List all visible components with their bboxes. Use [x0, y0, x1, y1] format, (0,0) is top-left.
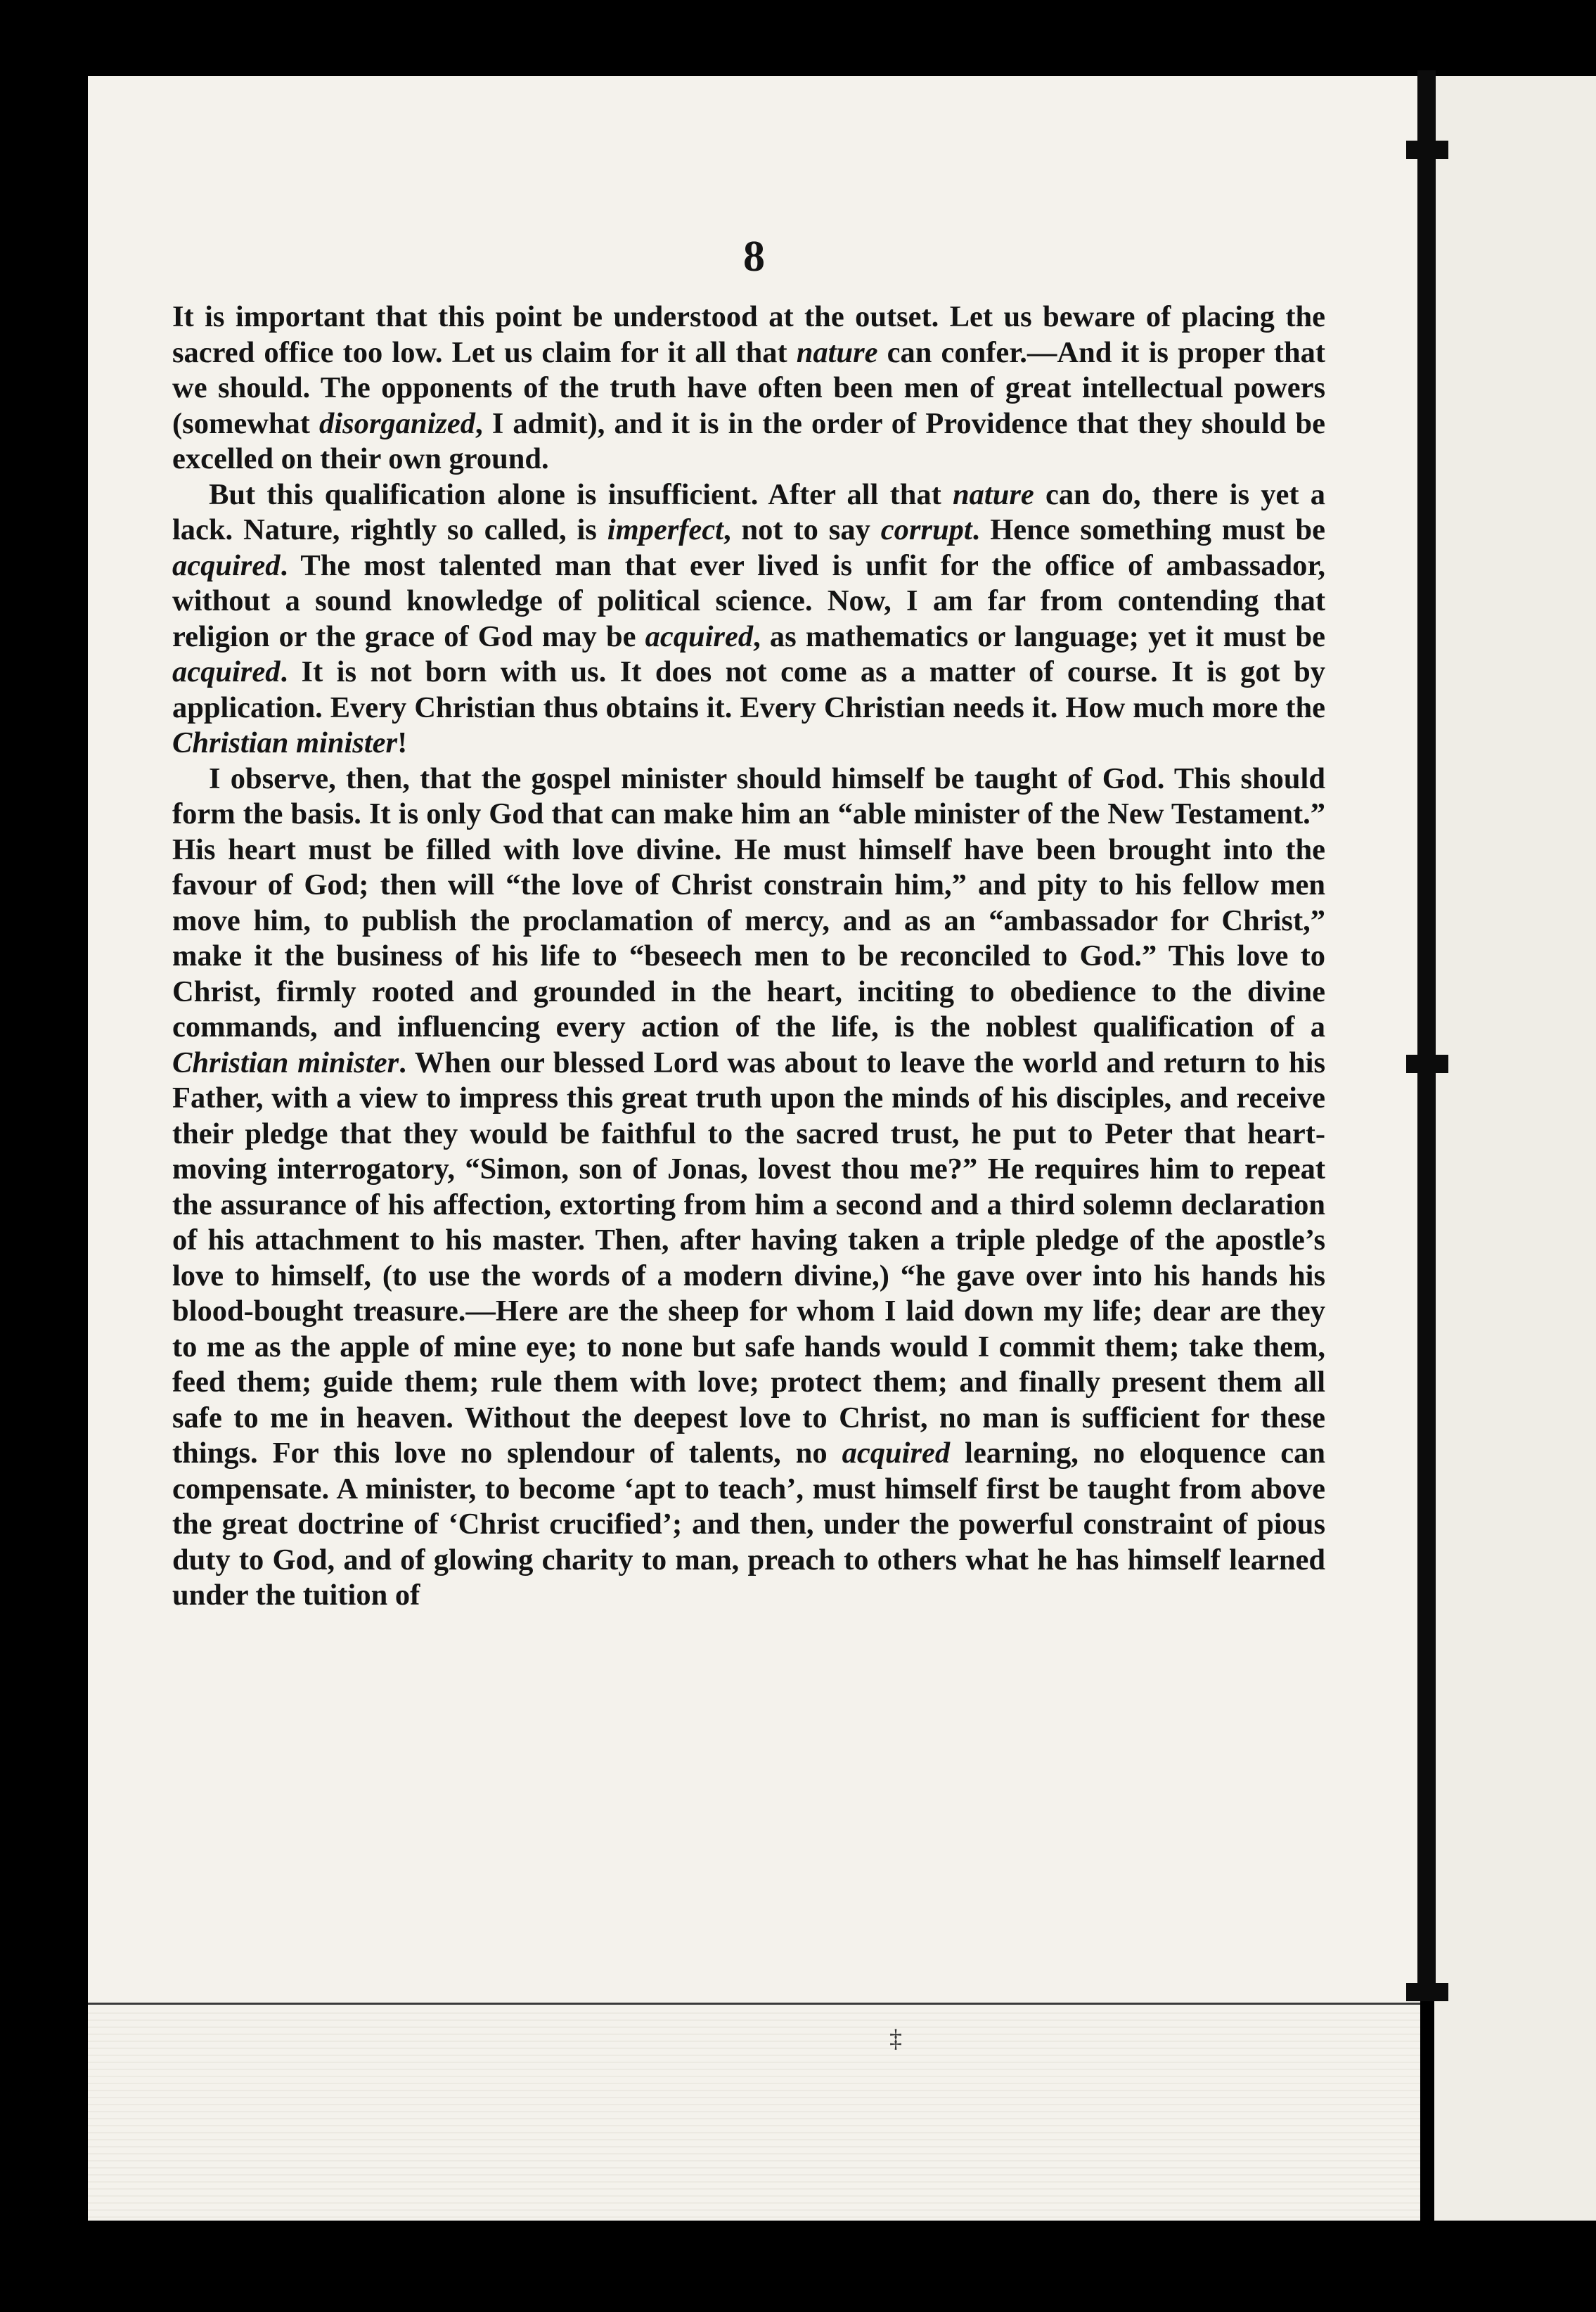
- paragraph-3: I observe, then, that the gospel minister should himself be taught of God. This should form the basis. It is only God that can make him an “able minister of the New Testament.” His heart must be filled with love divine. He must himself have been brought into the favour of God; then will “the love of Christ constrain him,” and pity to his fellow men move him, to publish the proclamation of mercy, and as an “ambassador for Christ,” make it the business of his life to “beseech men to be reconciled to God.” This love to Christ, firmly rooted and grounded in the heart, inciting to obedience to the divine commands, and influencing every action of the life, is the noblest qualification of a Christian minister. When our blessed Lord was about to leave the world and return to his Father, with a view to impress this great truth upon the minds of his disciples, and receive their pledge that they would be faithful to the sacred trust, he put to Peter that heart-moving interrogatory, “Simon, son of Jonas, lovest thou me?” He requires him to repeat the assurance of his affection, extorting from him a second and a third solemn declaration of his attachment to his master. Then, after having taken a triple pledge of the apostle’s love to himself, (to use the words of a modern divine,) “he gave over into his hands his blood-bought treasure.—Here are the sheep for whom I laid down my life; dear are they to me as the apple of mine eye; to none but safe hands would I commit them; take them, feed them; guide them; rule them with love; protect them; and finally present them all safe to me in heaven. Without the deepest love to Christ, no man is sufficient for these things. For this love no splendour of talents, no acquired learning, no eloquence can compensate. A minister, to become ‘apt to teach’, must himself first be taught from above the great doctrine of ‘Christ crucified’; and then, under the powerful constraint of pious duty to God, and of glowing charity to man, preach to others what he has himself learned under the tuition of: [172, 762, 1325, 1612]
- facing-page-edge: [1434, 76, 1596, 2221]
- paragraph-1: It is important that this point be understood at the outset. Let us beware of placing the sacred office too low. Let us claim for it all that nature can confer.—And it is proper that we should. The opponents of the truth have often been men of great intellectual powers (somewhat disorganized, I admit), and it is in the order of Providence that they should be excelled on their own ground.: [172, 300, 1325, 475]
- italic-term: acquired: [172, 548, 281, 582]
- italic-term: imperfect: [607, 513, 723, 546]
- italic-term: disorganized: [319, 406, 476, 440]
- paragraph-2: But this qualification alone is insufficient. After all that nature can do, there is yet a lack. Nature, rightly so called, is imperfect, not to say corrupt. Hence something must be acquired. The most talented man that ever lived is unfit for the office of ambassador, without a sound knowledge of political science. Now, I am far from contending that religion or the grace of God may be acquired, as mathematics or language; yet it must be acquired. It is not born with us. It does not come as a matter of course. It is got by application. Every Christian thus obtains it. Every Christian needs it. How much more the Christian minister!: [172, 477, 1326, 759]
- binding-tab-middle: [1406, 1055, 1448, 1073]
- binding-tab-top: [1406, 141, 1448, 159]
- italic-term: acquired: [645, 619, 754, 653]
- italic-term: Christian minister: [172, 1046, 399, 1079]
- binding-tab-bottom: [1406, 1983, 1448, 2001]
- italic-term: acquired: [842, 1437, 951, 1470]
- page-bottom-rule: [88, 2003, 1420, 2005]
- page-number: 8: [743, 233, 765, 281]
- italic-term: nature: [953, 477, 1034, 511]
- italic-term: corrupt: [880, 513, 972, 546]
- ruled-margin-area: [88, 2007, 1420, 2218]
- italic-term: acquired: [172, 655, 281, 688]
- printer-mark: ‡: [889, 2024, 902, 2053]
- document-page: [88, 76, 1420, 2221]
- italic-term: Christian minister: [172, 726, 398, 759]
- binding-edge: [1417, 70, 1436, 1983]
- body-text: [172, 300, 1325, 1614]
- italic-term: nature: [796, 335, 878, 369]
